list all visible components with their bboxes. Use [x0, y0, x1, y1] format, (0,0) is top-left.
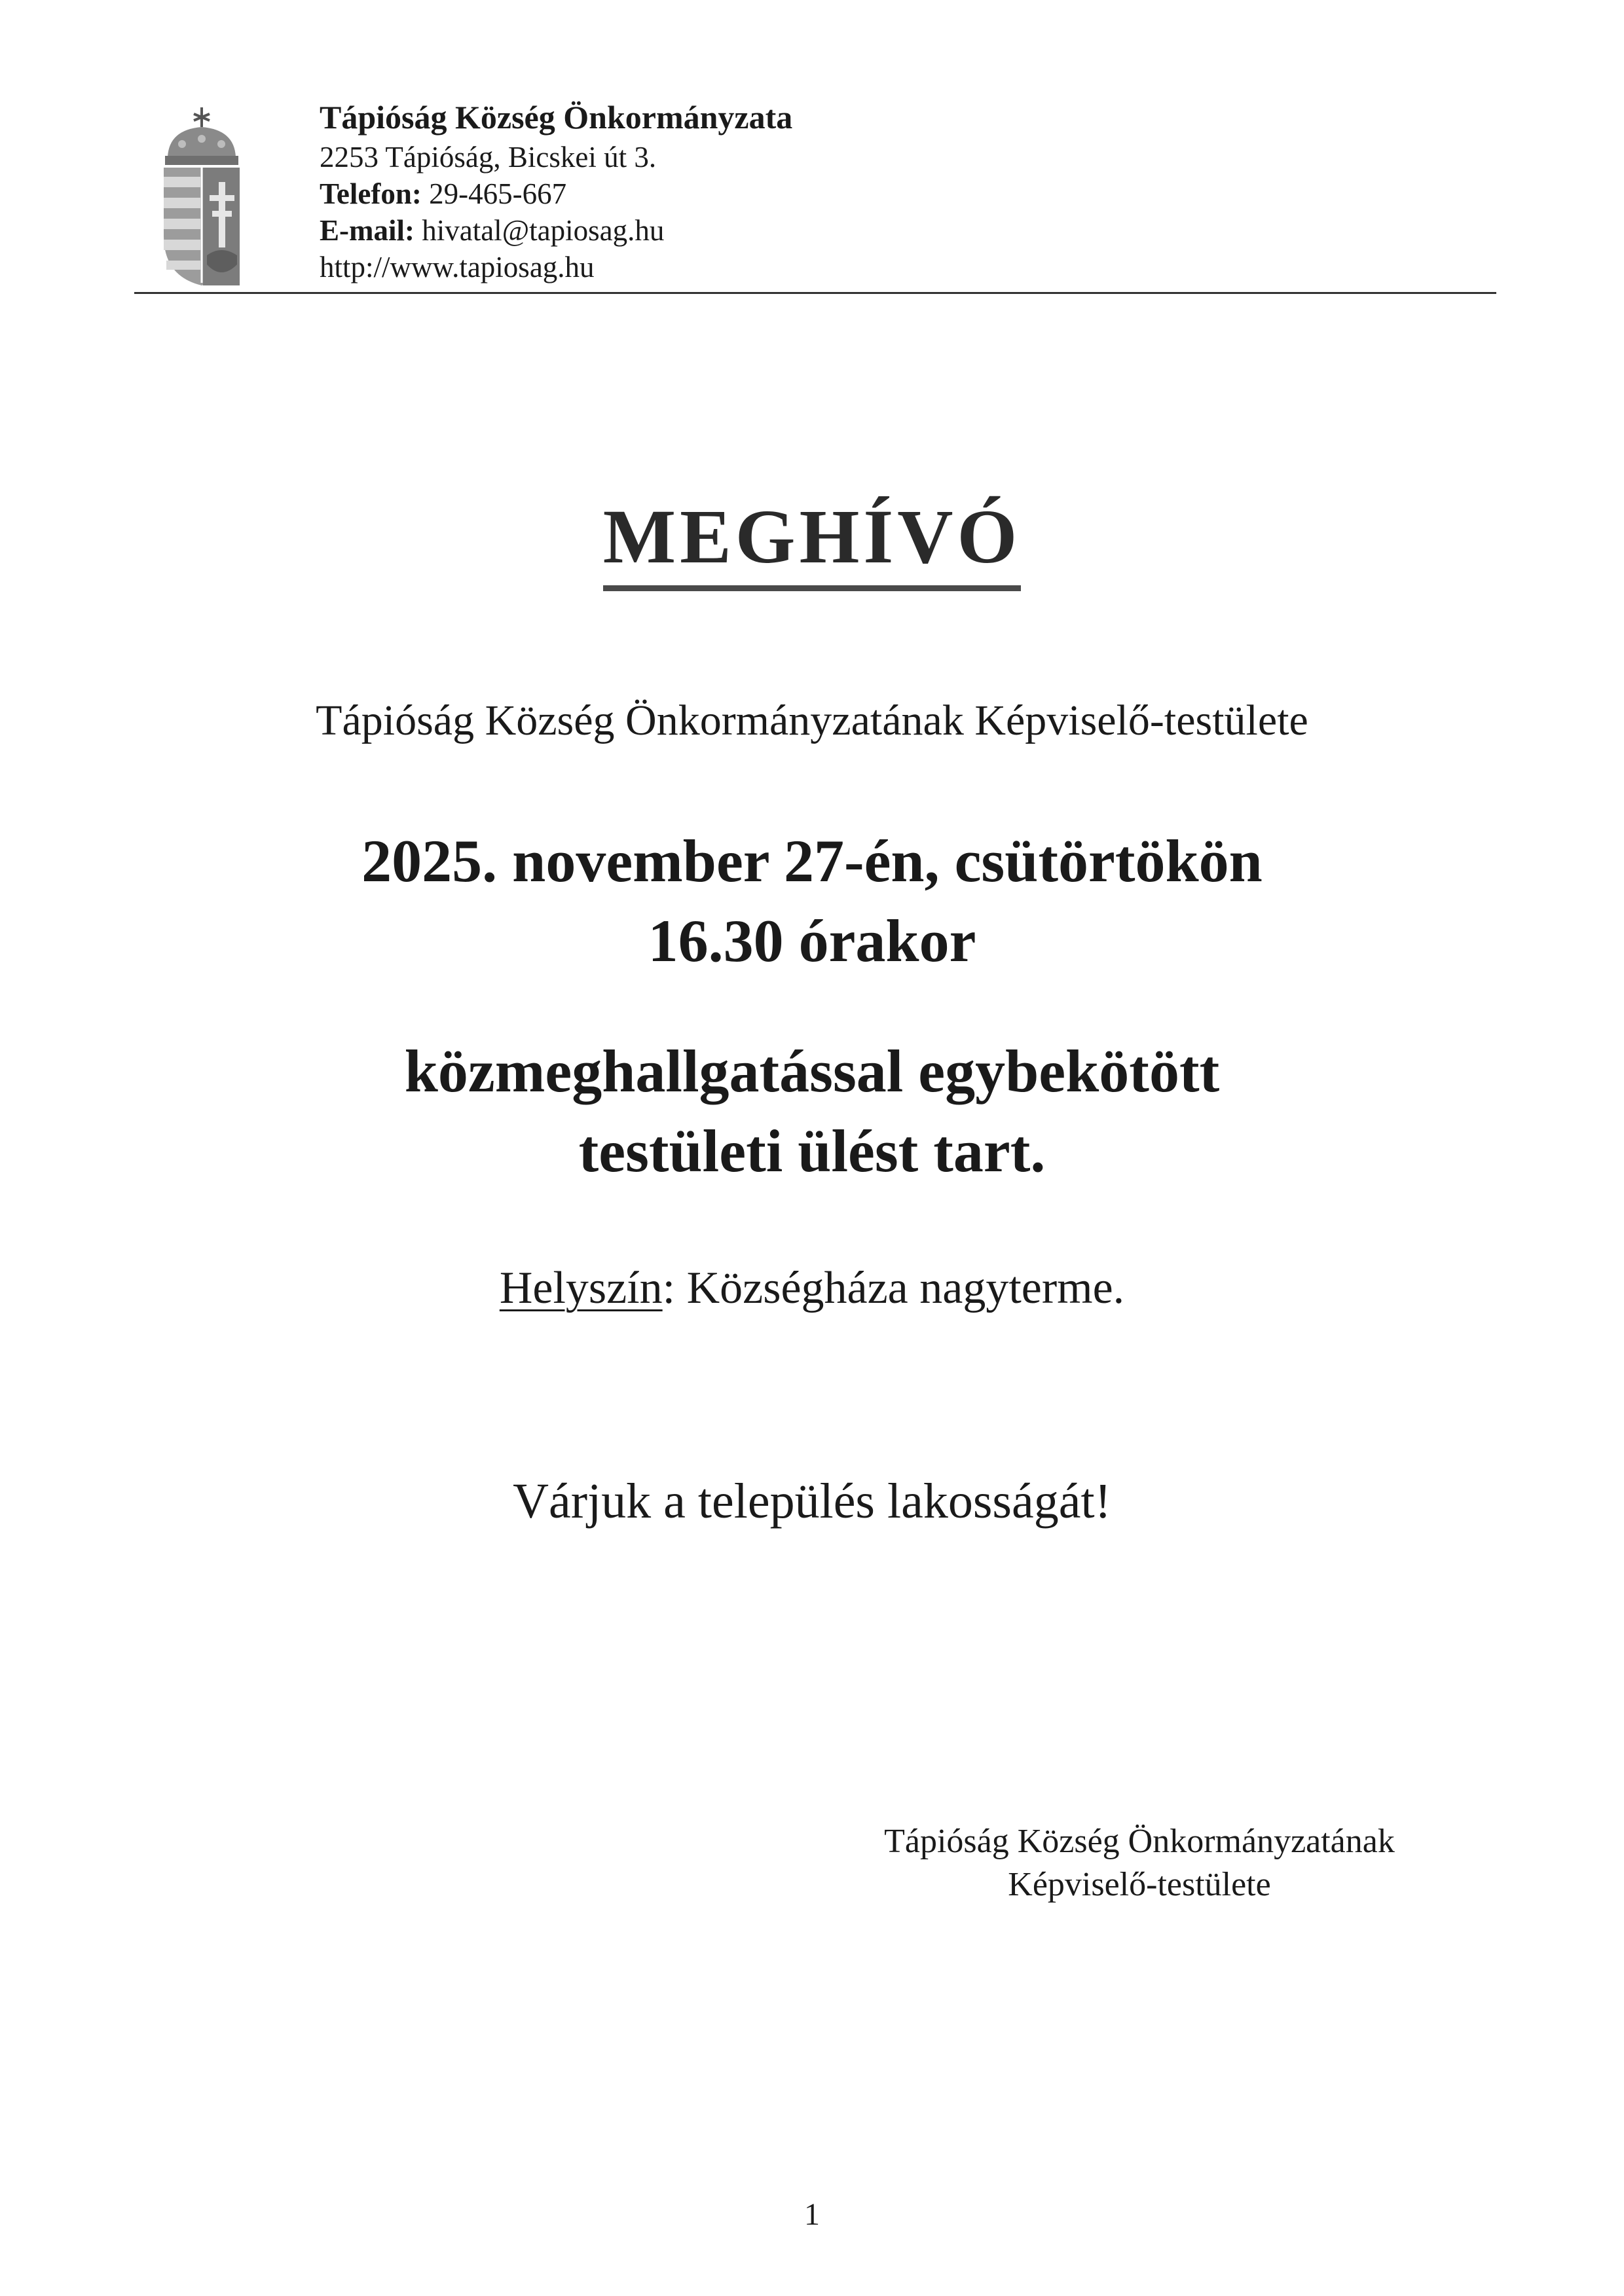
email-address: hivatal@tapiosag.hu — [422, 214, 665, 247]
hungarian-coat-of-arms-icon — [156, 105, 248, 288]
meeting-purpose-line2: testületi ülést tart. — [578, 1118, 1046, 1184]
signature-line2: Képviselő-testülete — [1008, 1866, 1271, 1903]
letterhead-divider — [134, 292, 1496, 294]
invitation-body: Tápióság Község Önkormányzatának Képviselő-testülete — [316, 697, 1308, 744]
document-title — [0, 492, 1624, 591]
phone-line — [320, 176, 566, 211]
phone-number: 29-465-667 — [429, 177, 567, 210]
organization-address: 2253 Tápióság, Bicskei út 3. — [320, 141, 657, 173]
venue-name: : Községháza nagyterme. — [662, 1263, 1125, 1313]
meeting-purpose-line1: közmeghallgatással egybekötött — [404, 1038, 1220, 1104]
signature-line1: Tápióság Község Önkormányzatának — [884, 1823, 1395, 1860]
venue-label: Helyszín — [499, 1263, 663, 1313]
meeting-time: 16.30 órakor — [648, 907, 976, 974]
phone-label: Telefon: — [320, 177, 422, 210]
organization-name: Tápióság Község Önkormányzata — [320, 99, 793, 136]
document-title-text: MEGHÍVÓ — [603, 492, 1022, 591]
page-number: 1 — [804, 2197, 820, 2232]
website-url: http://www.tapiosag.hu — [320, 251, 595, 283]
meeting-date: 2025. november 27-én, csütörtökön — [361, 828, 1263, 894]
venue-line — [0, 1262, 1624, 1315]
welcome-text: Várjuk a település lakosságát! — [513, 1474, 1111, 1529]
email-line — [320, 213, 664, 248]
email-label: E-mail: — [320, 214, 415, 247]
